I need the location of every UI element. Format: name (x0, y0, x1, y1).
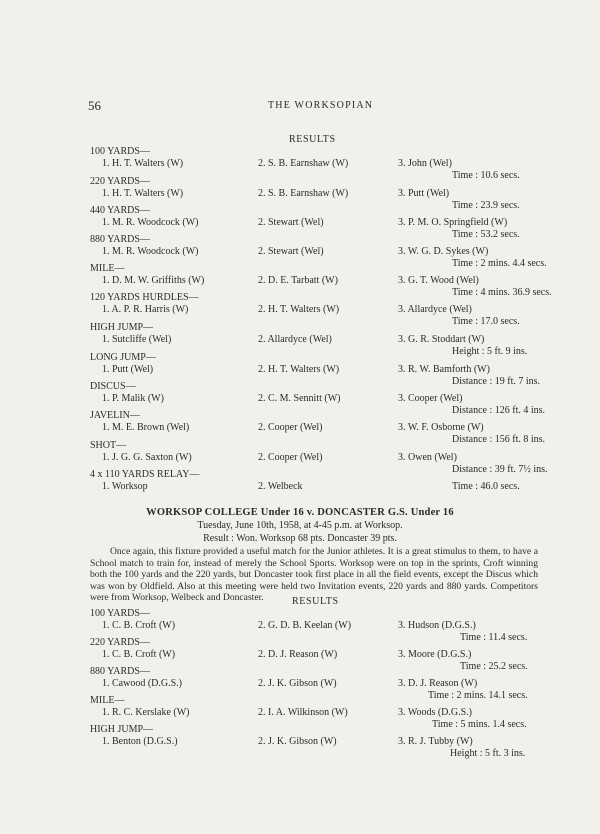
second-place: 2. I. A. Wilkinson (W) (258, 707, 348, 718)
first-place: 1. R. C. Kerslake (W) (102, 707, 190, 718)
second-place: 2. S. B. Earnshaw (W) (258, 158, 349, 169)
page-number: 56 (88, 98, 101, 113)
event-name: HIGH JUMP— (90, 322, 154, 333)
first-place: 1. M. E. Brown (Wel) (102, 422, 190, 433)
second-place: 2. Stewart (Wel) (258, 217, 324, 228)
event-performance: Time : 10.6 secs. (452, 170, 520, 181)
third-place: 3. P. M. O. Springfield (W) (398, 217, 508, 228)
first-place: 1. A. P. R. Harris (W) (102, 304, 189, 315)
second-place: 2. Cooper (Wel) (258, 422, 323, 433)
third-place: 3. Woods (D.G.S.) (398, 707, 473, 718)
event-name: MILE— (90, 695, 125, 706)
third-place: 3. Moore (D.G.S.) (398, 649, 472, 660)
event-name: LONG JUMP— (90, 352, 156, 363)
second-place: 2. J. K. Gibson (W) (258, 736, 337, 747)
second-place: 2. J. K. Gibson (W) (258, 678, 337, 689)
first-place: 1. H. T. Walters (W) (102, 158, 184, 169)
first-place: 1. M. R. Woodcock (W) (102, 246, 199, 257)
event-name: JAVELIN— (90, 410, 140, 421)
third-place: 3. Owen (Wel) (398, 452, 457, 463)
event-performance: Distance : 126 ft. 4 ins. (452, 405, 546, 416)
results-heading: RESULTS (289, 134, 336, 145)
third-place: 3. Hudson (D.G.S.) (398, 620, 476, 631)
first-place: 1. C. B. Croft (W) (102, 649, 176, 660)
event-name: 120 YARDS HURDLES— (90, 292, 199, 303)
third-place: 3. John (Wel) (398, 158, 452, 169)
match-date: Tuesday, June 10th, 1958, at 4-45 p.m. at Worksop. (197, 520, 403, 531)
event-performance: Time : 25.2 secs. (460, 661, 528, 672)
third-place: 3. D. J. Reason (W) (398, 678, 478, 689)
first-place: 1. J. G. G. Saxton (W) (102, 452, 192, 463)
second-place: 2. H. T. Walters (W) (258, 304, 340, 315)
event-name: 220 YARDS— (90, 176, 150, 187)
second-place: 2. D. E. Tarbatt (W) (258, 275, 338, 286)
first-place: 1. Sutcliffe (Wel) (102, 334, 172, 345)
event-performance: Height : 5 ft. 9 ins. (452, 346, 528, 357)
second-place: 2. Stewart (Wel) (258, 246, 324, 257)
second-place: 2. G. D. B. Keelan (W) (258, 620, 352, 631)
first-place: 1. Cawood (D.G.S.) (102, 678, 182, 689)
event-performance: Time : 53.2 secs. (452, 229, 520, 240)
third-place: 3. R. W. Bamforth (W) (398, 364, 490, 375)
first-place: 1. Putt (Wel) (102, 364, 154, 375)
third-place: 3. G. R. Stoddart (W) (398, 334, 485, 345)
second-place: 2. Welbeck (258, 481, 303, 492)
report-paragraph: Once again, this fixture provided a useful match for the Junior athletes. It is a great stimulus to them, to have a School match to train for, instead of merely the School Sports. Worksop were on top in the sprints, Croft winning both the 100 yards and the 220 yards, but Doncaster took first place in all the field events, except the Discus which was won by Oldfield. Also at this meeting were held two Invitation events, 220 yards and 880 yards. Competitors were from Worksop, Welbeck and Doncaster. (90, 546, 538, 604)
event-name: 440 YARDS— (90, 205, 150, 216)
event-performance: Time : 46.0 secs. (452, 481, 520, 492)
running-header: THE WORKSOPIAN (268, 100, 374, 111)
second-place: 2. D. J. Reason (W) (258, 649, 338, 660)
event-performance: Distance : 39 ft. 7½ ins. (452, 464, 548, 475)
event-performance: Distance : 156 ft. 8 ins. (452, 434, 546, 445)
match-title: WORKSOP COLLEGE Under 16 v. DONCASTER G.S. Under 16 (146, 507, 454, 518)
event-performance: Time : 23.9 secs. (452, 200, 520, 211)
event-performance: Time : 2 mins. 4.4 secs. (452, 258, 547, 269)
first-place: 1. H. T. Walters (W) (102, 188, 184, 199)
event-name: DISCUS— (90, 381, 136, 392)
event-name: 100 YARDS— (90, 146, 150, 157)
third-place: 3. W. G. D. Sykes (W) (398, 246, 489, 257)
event-performance: Time : 17.0 secs. (452, 316, 520, 327)
event-name: 880 YARDS— (90, 234, 150, 245)
third-place: 3. Cooper (Wel) (398, 393, 463, 404)
event-name: HIGH JUMP— (90, 724, 154, 735)
junior-results-heading: RESULTS (292, 596, 339, 607)
event-performance: Height : 5 ft. 3 ins. (450, 748, 526, 759)
event-performance: Time : 4 mins. 36.9 secs. (452, 287, 552, 298)
first-place: 1. Benton (D.G.S.) (102, 736, 178, 747)
event-name: 220 YARDS— (90, 637, 150, 648)
second-place: 2. S. B. Earnshaw (W) (258, 188, 349, 199)
third-place: 3. Allardyce (Wel) (398, 304, 472, 315)
first-place: 1. D. M. W. Griffiths (W) (102, 275, 205, 286)
event-performance: Time : 2 mins. 14.1 secs. (428, 690, 528, 701)
third-place: 3. Putt (Wel) (398, 188, 450, 199)
event-performance: Time : 11.4 secs. (460, 632, 528, 643)
third-place: 3. W. F. Osborne (W) (398, 422, 484, 433)
first-place: 1. P. Malik (W) (102, 393, 164, 404)
match-result: Result : Won. Worksop 68 pts. Doncaster 39 pts. (203, 533, 397, 544)
event-name: 880 YARDS— (90, 666, 150, 677)
first-place: 1. C. B. Croft (W) (102, 620, 176, 631)
second-place: 2. Allardyce (Wel) (258, 334, 332, 345)
third-place: 3. R. J. Tubby (W) (398, 736, 473, 747)
event-performance: Time : 5 mins. 1.4 secs. (432, 719, 527, 730)
first-place: 1. M. R. Woodcock (W) (102, 217, 199, 228)
second-place: 2. Cooper (Wel) (258, 452, 323, 463)
event-name: 100 YARDS— (90, 608, 150, 619)
event-name: MILE— (90, 263, 125, 274)
first-place: 1. Worksop (102, 481, 148, 492)
third-place: 3. G. T. Wood (Wel) (398, 275, 479, 286)
second-place: 2. C. M. Sennitt (W) (258, 393, 341, 404)
event-performance: Distance : 19 ft. 7 ins. (452, 376, 541, 387)
second-place: 2. H. T. Walters (W) (258, 364, 340, 375)
event-name: 4 x 110 YARDS RELAY— (90, 469, 200, 480)
event-name: SHOT— (90, 440, 127, 451)
